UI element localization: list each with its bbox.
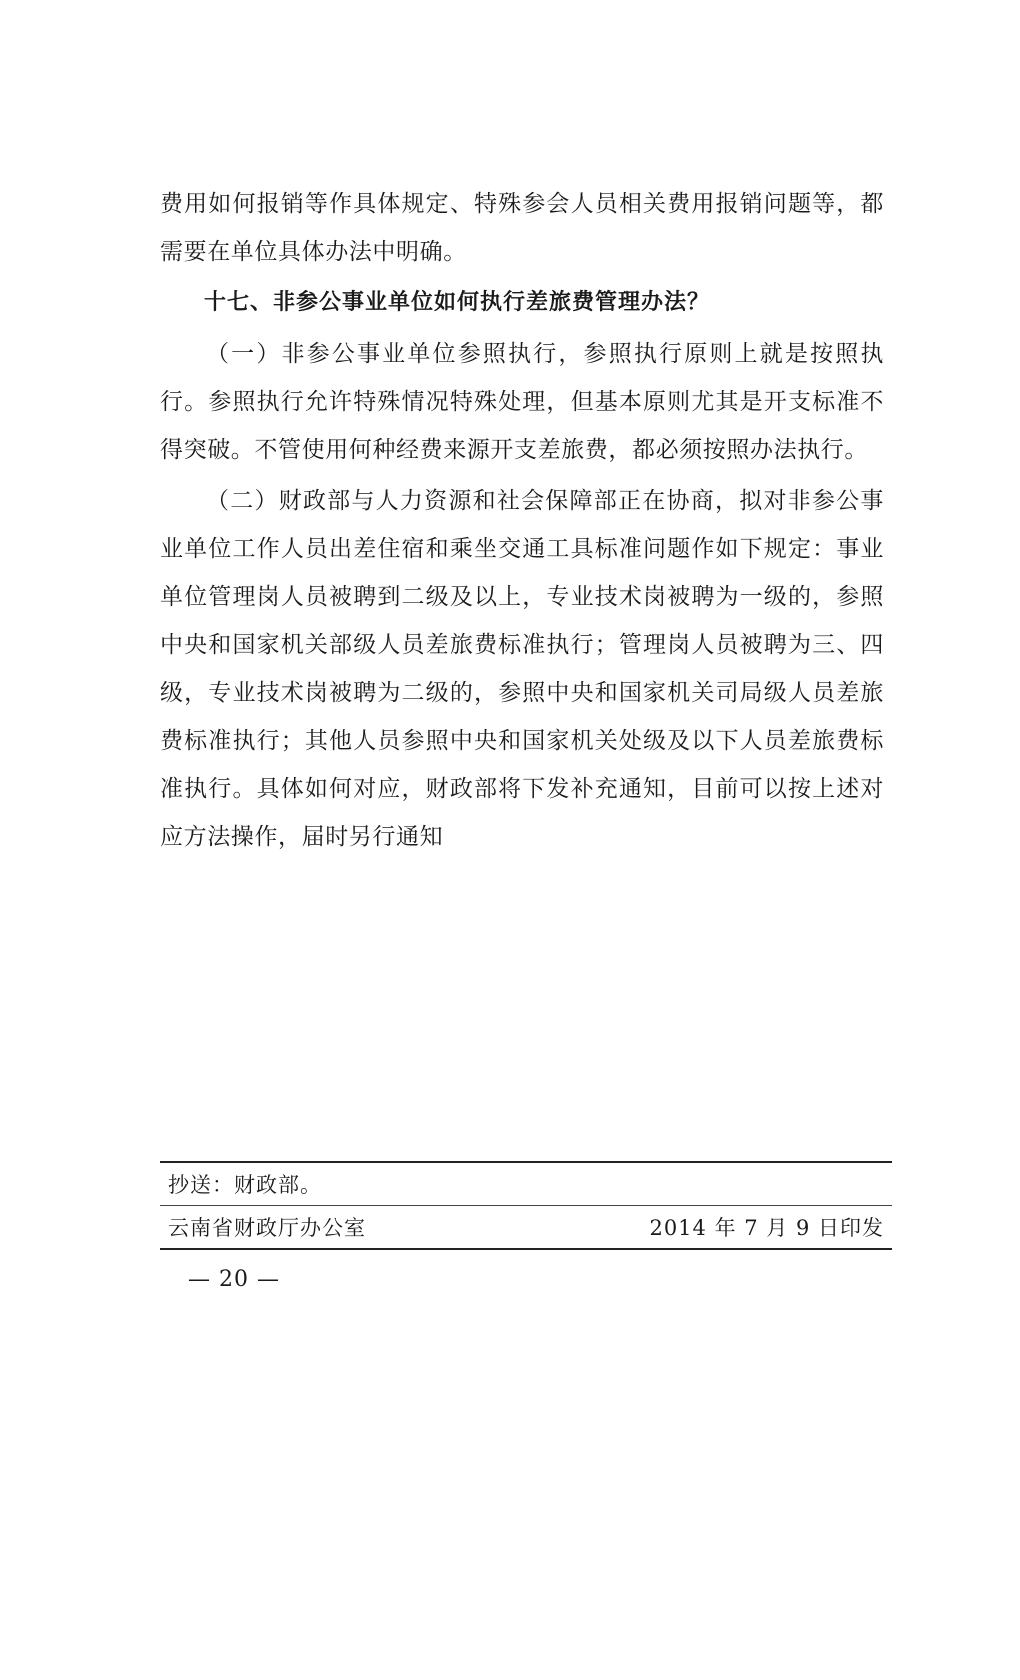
paragraph-item-1: （一）非参公事业单位参照执行，参照执行原则上就是按照执行。参照执行允许特殊情况特殊处理，但基本原则尤其是开支标准不得突破。不管使用何种经费来源开支差旅费，都必须按照办法执行。 bbox=[160, 341, 884, 463]
paragraph-item-2: （二）财政部与人力资源和社会保障部正在协商，拟对非参公事业单位工作人员出差住宿和乘坐交通工具标准问题作如下规定：事业单位管理岗人员被聘到二级及以上，专业技术岗被聘为一级的，参照中央和国家机关部级人员差旅费标准执行；管理岗人员被聘为三、四级，专业技术岗被聘为二级的，参照中央和国家机关司局级人员差旅费标准执行；其他人员参照中央和国家机关处级及以下人员差旅费标准执行。具体如何对应，财政部将下发补充通知，目前可以按上述对应方法操作，届时另行通知 bbox=[160, 488, 884, 850]
cc-row bbox=[160, 1163, 892, 1205]
cc-text: 抄送：财政部。 bbox=[168, 1173, 322, 1197]
document-footer bbox=[160, 1161, 892, 1250]
paragraph-continuation: 费用如何报销等作具体规定、特殊参会人员相关费用报销问题等，都需要在单位具体办法中明确。 bbox=[160, 191, 884, 265]
page-number: — 20 — bbox=[188, 1267, 280, 1292]
footer-bottom-rule bbox=[160, 1248, 892, 1250]
issue-row bbox=[160, 1206, 892, 1248]
issue-date: 2014 年 7 月 9 日印发 bbox=[649, 1216, 884, 1240]
issuer-name: 云南省财政厅办公室 bbox=[168, 1216, 366, 1240]
body-text bbox=[160, 180, 884, 864]
section-heading: 十七、非参公事业单位如何执行差旅费管理办法？ bbox=[204, 290, 711, 315]
